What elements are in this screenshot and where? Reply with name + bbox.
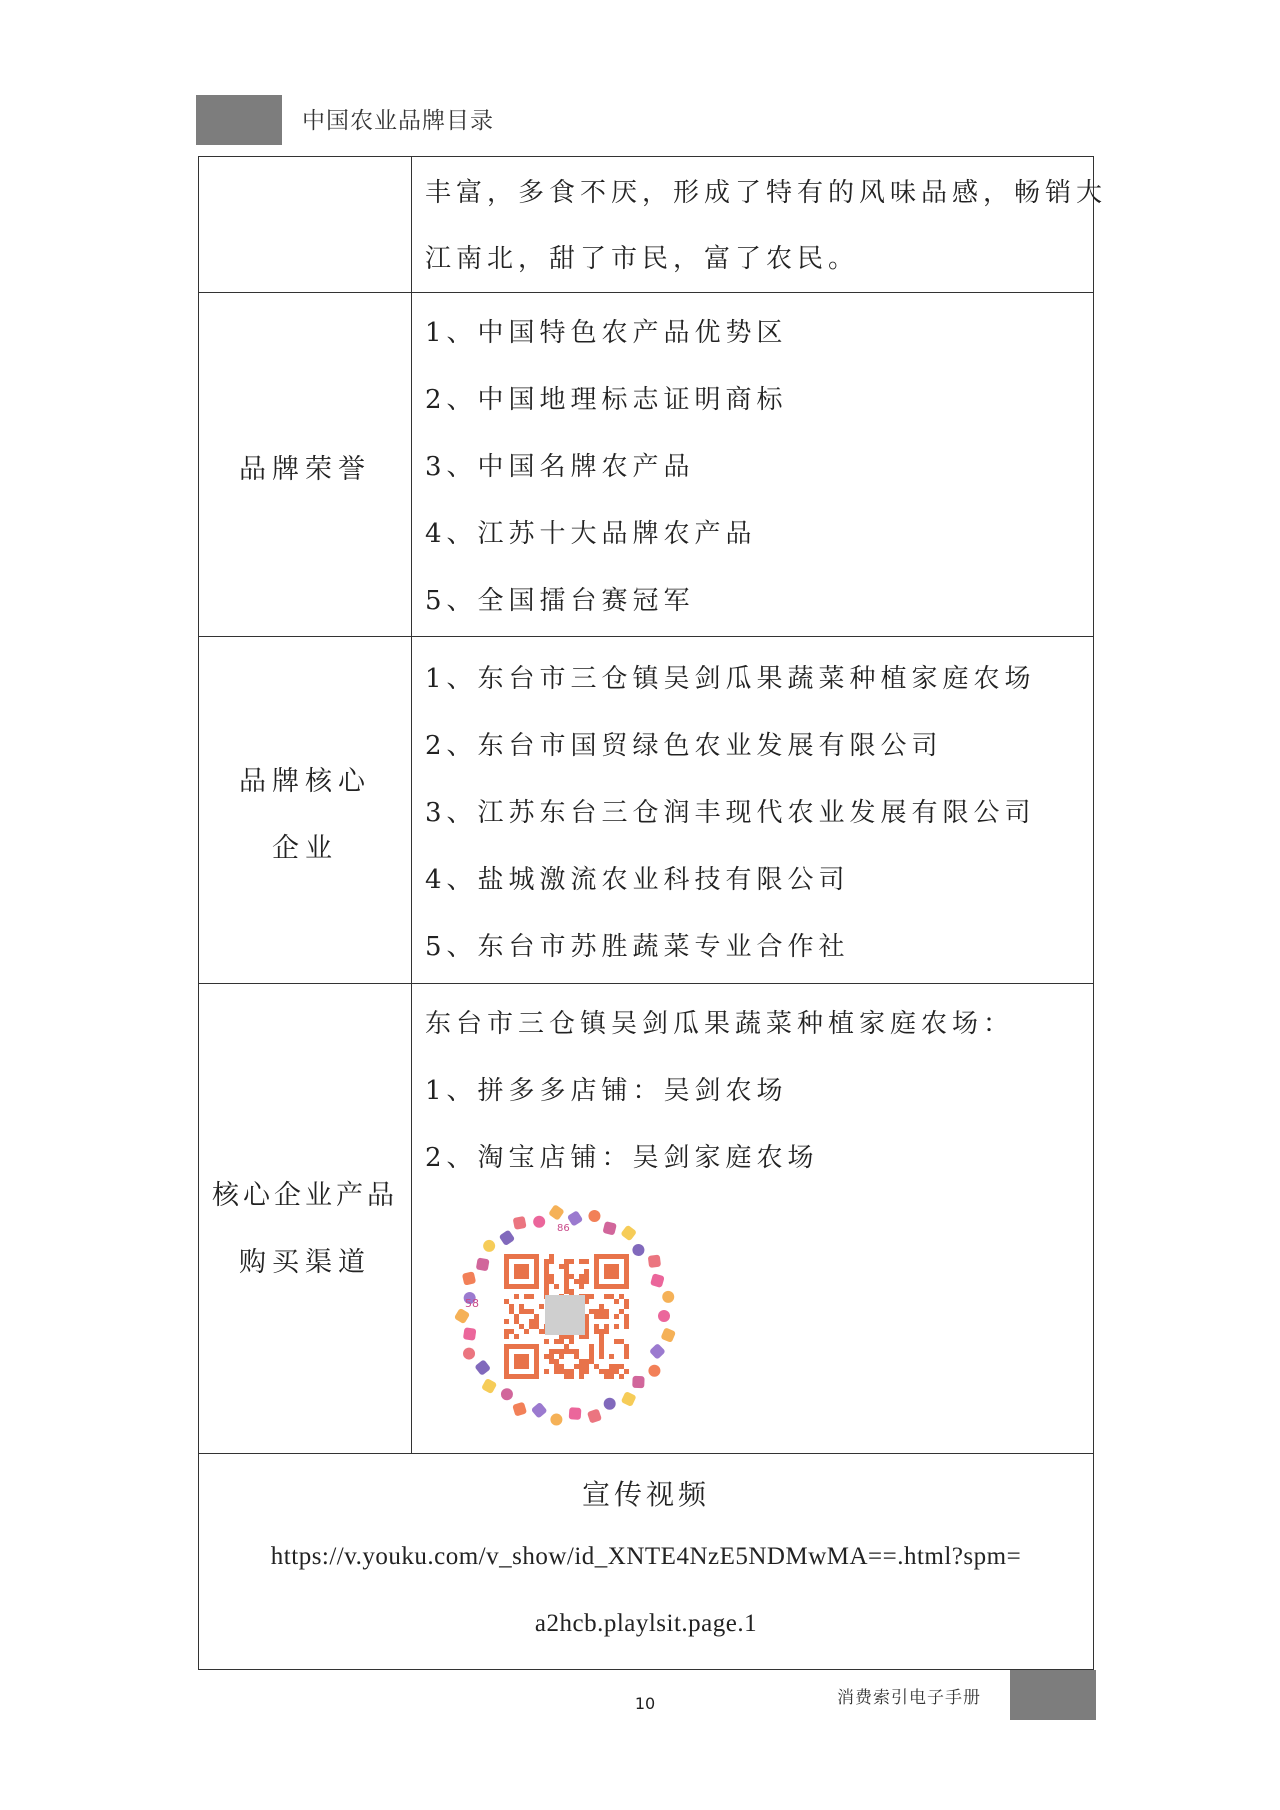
enterprise-label-line: 品牌核心 bbox=[239, 766, 371, 797]
honor-item: 1、中国特色农产品优势区 bbox=[425, 318, 788, 348]
row-divider bbox=[199, 636, 1093, 637]
channels-label-line: 购买渠道 bbox=[239, 1247, 371, 1278]
enterprise-item: 4、盐城激流农业科技有限公司 bbox=[425, 865, 850, 895]
intro-line: 江南北，甜了市民，富了农民。 bbox=[425, 244, 860, 274]
channel-item: 1、拼多多店铺：吴剑农场 bbox=[425, 1076, 788, 1106]
honor-item: 3、中国名牌农产品 bbox=[425, 452, 695, 482]
honor-item: 5、全国擂台赛冠军 bbox=[425, 586, 695, 616]
qr-code-icon bbox=[449, 1199, 684, 1434]
video-url[interactable]: a2hcb.playlsit.page.1 bbox=[534, 1610, 758, 1637]
header-title: 中国农业品牌目录 bbox=[302, 108, 494, 134]
honor-item: 4、江苏十大品牌农产品 bbox=[425, 519, 757, 549]
qr-ring-number: 86 bbox=[557, 1223, 570, 1234]
intro-line: 丰富，多食不厌，形成了特有的风味品感，畅销大 bbox=[425, 178, 1108, 208]
page-number: 10 bbox=[634, 1694, 656, 1713]
footer-title: 消费索引电子手册 bbox=[837, 1688, 981, 1708]
row-divider bbox=[199, 1453, 1093, 1454]
enterprise-item: 5、东台市苏胜蔬菜专业合作社 bbox=[425, 932, 850, 962]
column-divider bbox=[411, 157, 412, 1453]
channels-label-line: 核心企业产品 bbox=[212, 1180, 398, 1211]
honor-item: 2、中国地理标志证明商标 bbox=[425, 385, 788, 415]
video-url[interactable]: https://v.youku.com/v_show/id_XNTE4NzE5NDMwMA==.html?spm= bbox=[270, 1543, 1022, 1570]
channels-intro: 东台市三仓镇吴剑瓜果蔬菜种植家庭农场： bbox=[425, 1009, 1015, 1039]
enterprise-label-line: 企业 bbox=[272, 833, 338, 864]
channel-item: 2、淘宝店铺：吴剑家庭农场 bbox=[425, 1143, 819, 1173]
video-title: 宣传视频 bbox=[581, 1478, 710, 1511]
enterprise-item: 1、东台市三仓镇吴剑瓜果蔬菜种植家庭农场 bbox=[425, 664, 1036, 694]
enterprise-item: 2、东台市国贸绿色农业发展有限公司 bbox=[425, 731, 943, 761]
footer-block bbox=[1010, 1670, 1096, 1720]
honors-label: 品牌荣誉 bbox=[239, 454, 371, 485]
enterprise-item: 3、江苏东台三仓润丰现代农业发展有限公司 bbox=[425, 798, 1036, 828]
qr-ring-number: 58 bbox=[465, 1297, 479, 1310]
row-divider bbox=[199, 983, 1093, 984]
header-block bbox=[196, 95, 282, 145]
brand-table bbox=[198, 156, 1108, 1670]
row-divider bbox=[199, 292, 1093, 293]
